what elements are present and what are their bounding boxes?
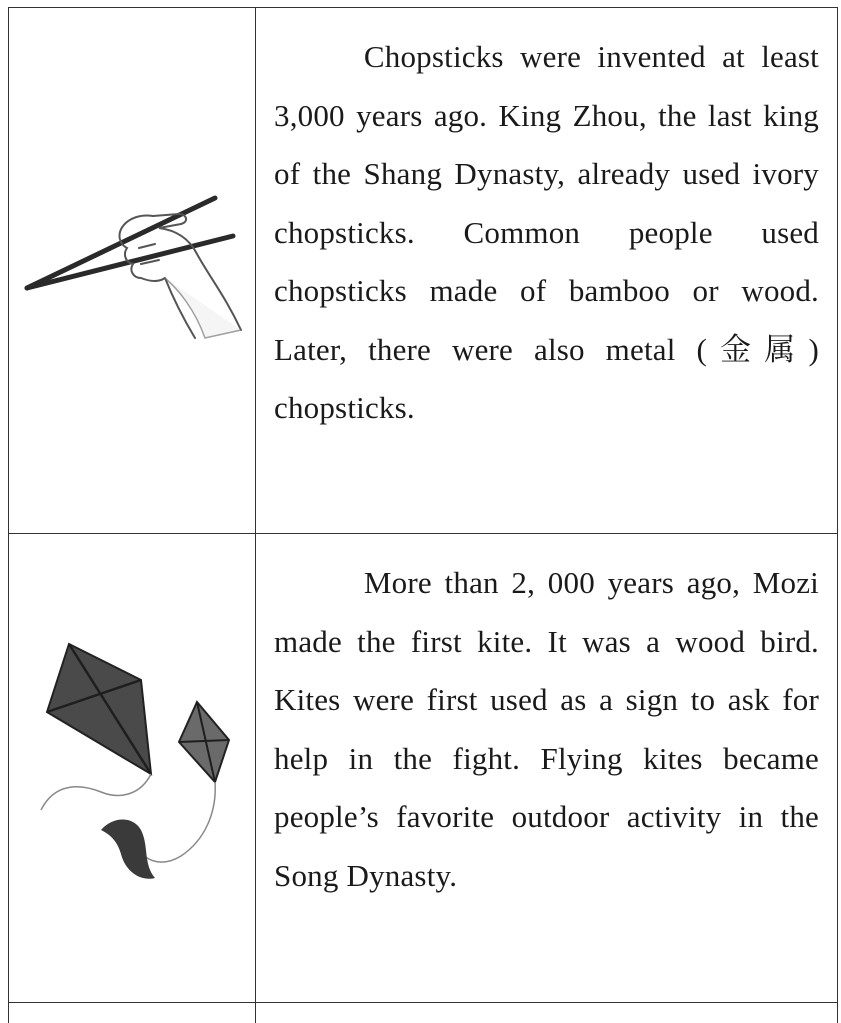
text-cell — [256, 534, 838, 1003]
illustration-cell — [9, 534, 256, 1003]
chopsticks-icon — [19, 178, 259, 378]
text-cell — [256, 8, 838, 534]
table-row — [9, 8, 838, 534]
illustration-cell — [9, 8, 256, 534]
illustration-cell — [9, 1003, 256, 1023]
table-row — [9, 1003, 838, 1023]
kite-paragraph: More than 2, 000 years ago, Mozi made the first kite. It was a wood bird. Kites were first used as a sign to ask for help in the fight. Flying kites became people’s favorite outdoor activity in the Song Dynasty. — [274, 554, 819, 905]
kite-icon — [21, 634, 251, 894]
chopsticks-paragraph: Chopsticks were invented at least 3,000 years ago. King Zhou, the last king of the Shang Dynasty, already used ivory chopsticks. Common people used chopsticks made of bamboo or wood. Later, there were also metal (金属) chopsticks. — [274, 28, 819, 438]
text-cell — [256, 1003, 838, 1023]
table-row — [9, 534, 838, 1003]
facts-table — [8, 7, 838, 1023]
